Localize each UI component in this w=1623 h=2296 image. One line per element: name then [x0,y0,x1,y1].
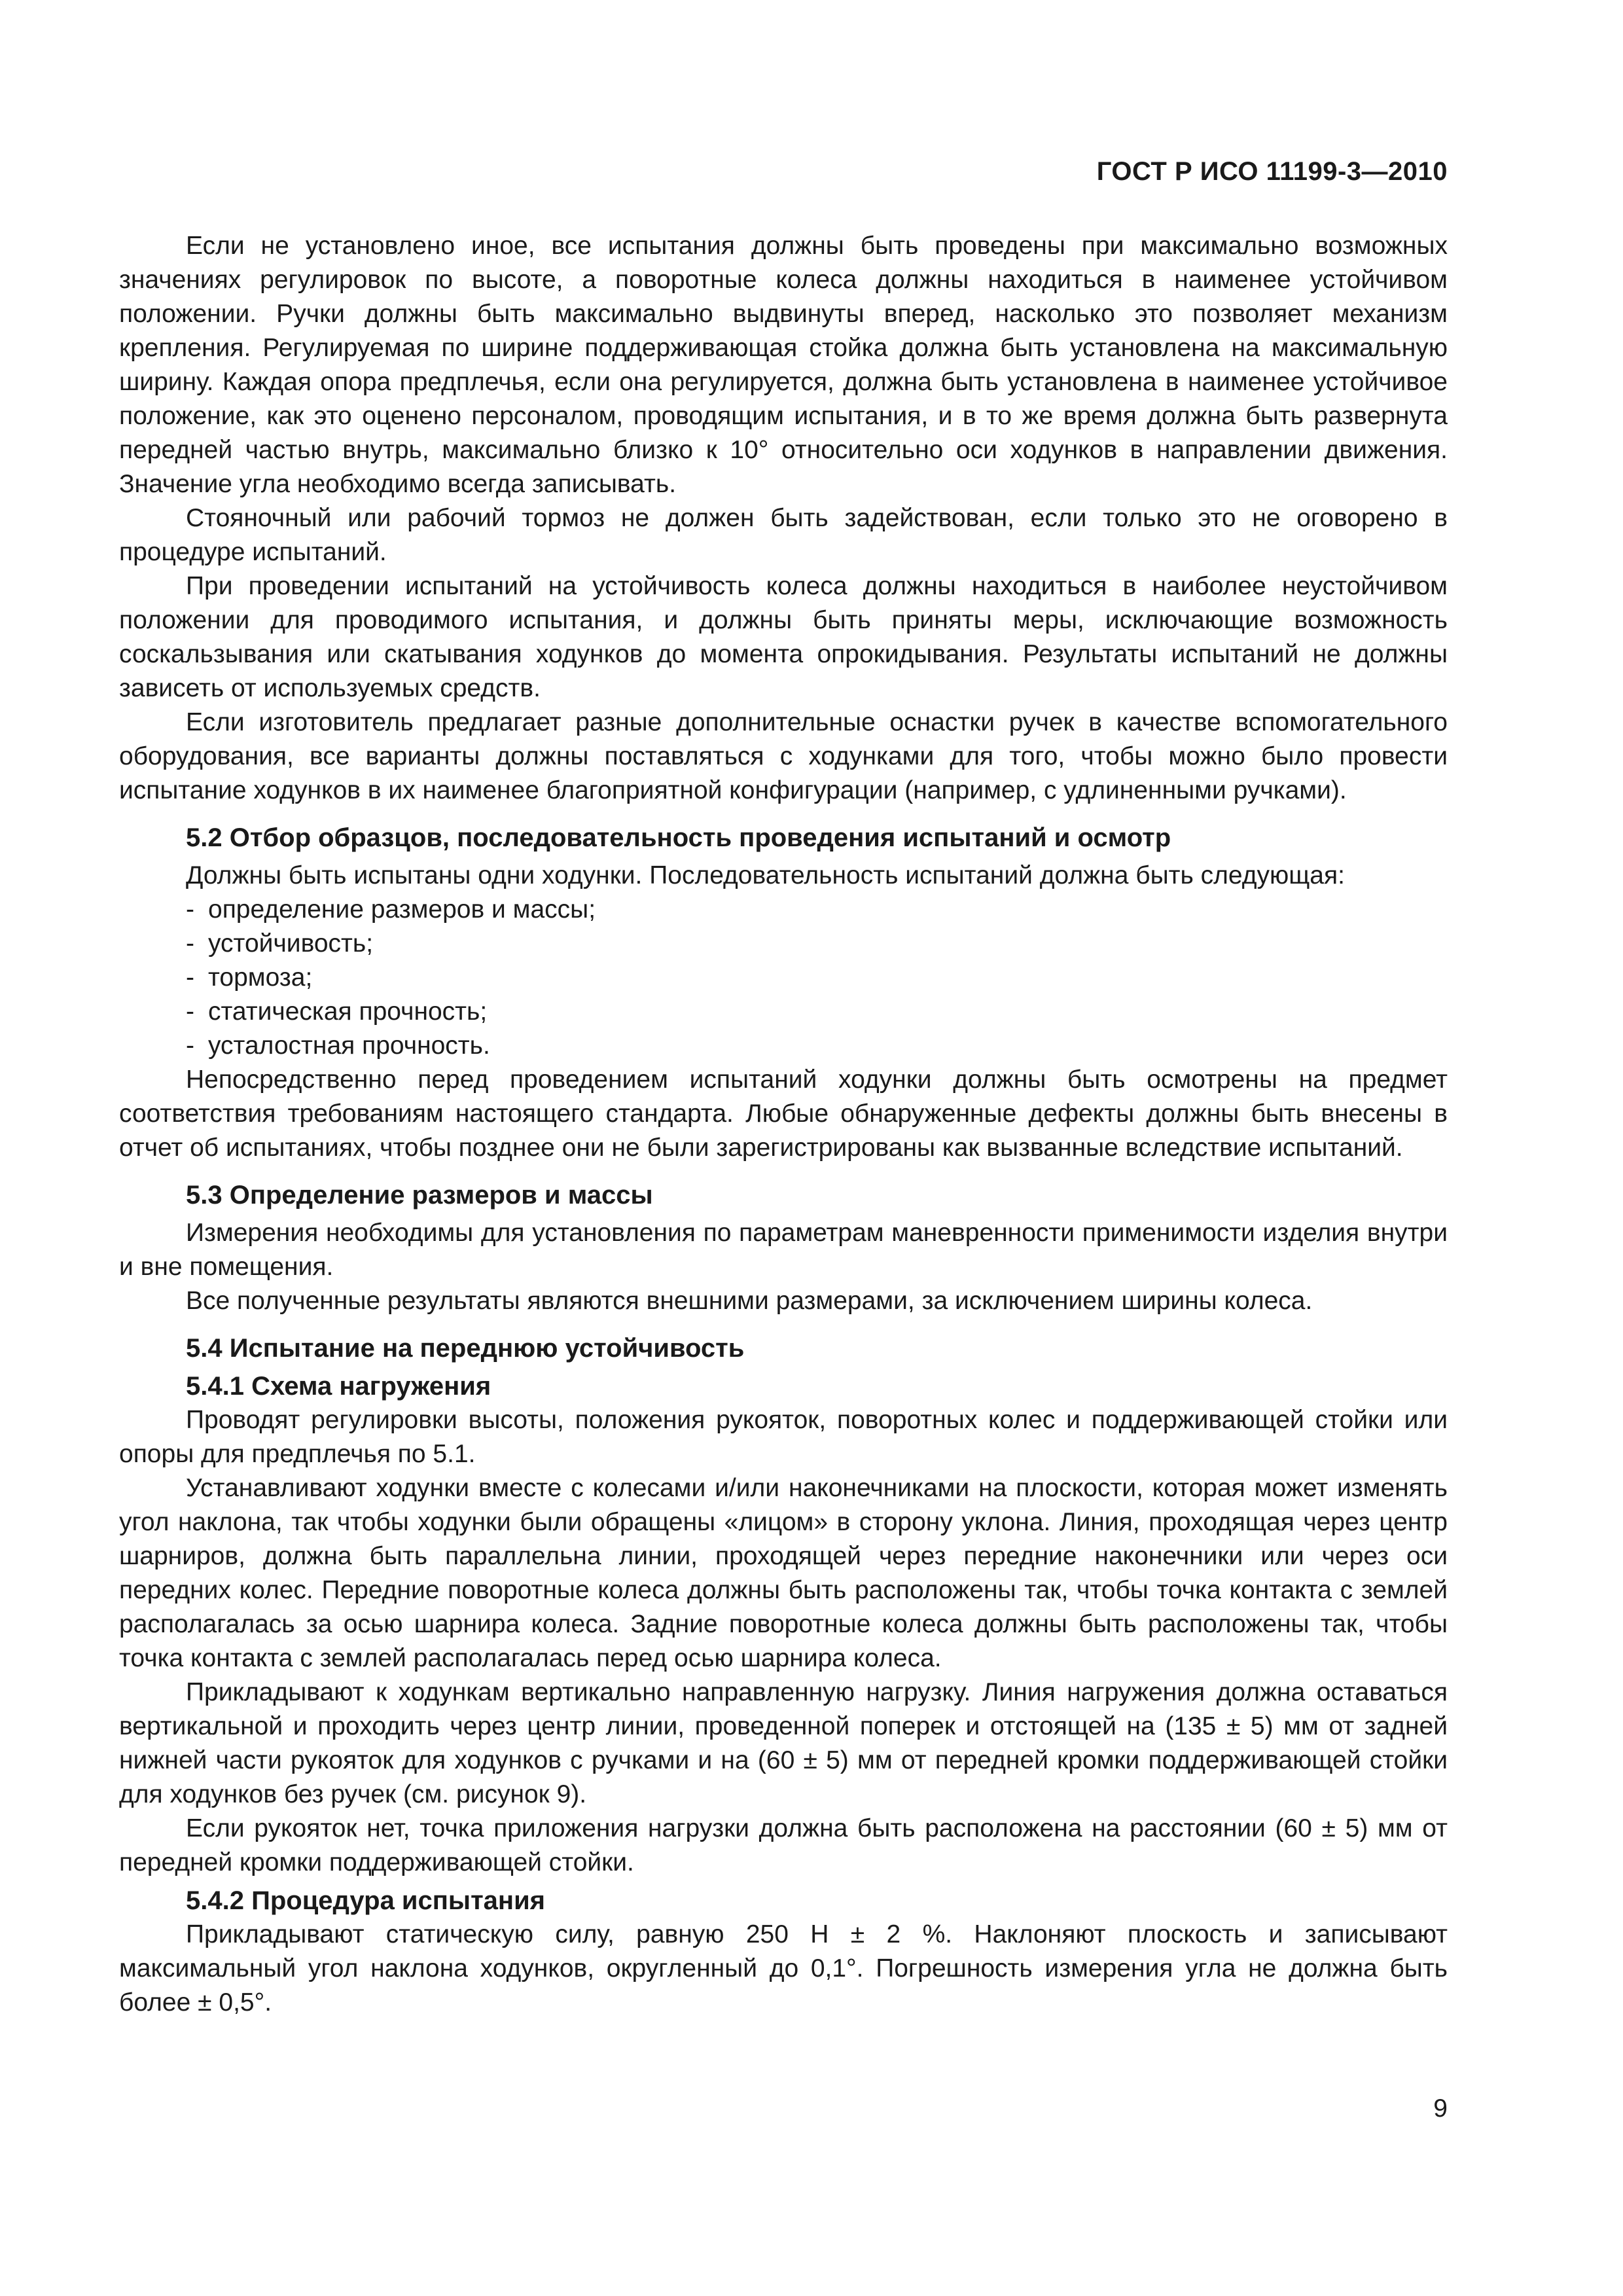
subsection-5-4-1-paragraph: Устанавливают ходунки вместе с колесами и/или наконечниками на плоскости, которая может изменять угол наклона, так чтобы ходунки были обращены «лицом» в сторону уклона. Линия, проходящая через центр шарниров, должна быть параллельна линии, проходящей через передние наконечники или через оси передних колес. Передние поворотные колеса должны быть расположены так, чтобы точка контакта с землей располагалась за осью шарнира колеса. Задние поворотные колеса должны быть расположены так, чтобы точка контакта с землей располагалась перед осью шарнира колеса. [119,1474,1448,1672]
section-5-2-lead: Должны быть испытаны одни ходунки. Последовательность испытаний должна быть следующая: [186,861,1345,889]
list-item: - определение размеров и массы; [119,893,1448,927]
list-item: - устойчивость; [119,927,1448,961]
intro-paragraph: Если не установлено иное, все испытания должны быть проведены при максимально возможных значениях регулировок по высоте, а поворотные колеса должны находиться в наименее устойчивом положении. Ручки должны быть максимально выдвинуты вперед, насколько это позволяет механизм крепления. Регулируемая по ширине поддерживающая стойка должна быть установлена на максимальную ширину. Каждая опора предплечья, если она регулируется, должна быть установлена в наименее устойчивое положение, как это оценено персоналом, проводящим испытания, и в то же время должна быть развернута передней частью внутрь, максимально близко к 10° относительно оси ходунков в направлении движения. Значение угла необходимо всегда записывать. [119,232,1448,498]
section-heading-5-3: 5.3 Определение размеров и массы [186,1181,653,1210]
list-item: - статическая прочность; [119,995,1448,1029]
section-5-2-closing: Непосредственно перед проведением испытаний ходунки должны быть осмотрены на предмет соответствия требованиям настоящего стандарта. Любые обнаруженные дефекты должны быть внесены в отчет об испытаниях, чтобы позднее они не были зарегистрированы как вызванные вследствие испытаний. [119,1066,1448,1162]
subsection-5-4-1-paragraph: Проводят регулировки высоты, положения рукояток, поворотных колес и поддерживающей стойки или опоры для предплечья по 5.1. [119,1406,1448,1468]
list-item: - тормоза; [119,961,1448,995]
subsection-heading-5-4-2: 5.4.2 Процедура испытания [186,1886,546,1915]
intro-paragraph: При проведении испытаний на устойчивость колеса должны находиться в наиболее неустойчивом положении для проводимого испытания, и должны быть приняты меры, исключающие возможность соскальзывания или скатывания ходунков до момента опрокидывания. Результаты испытаний не должны зависеть от используемых средств. [119,572,1448,702]
section-5-3-paragraph: Измерения необходимы для установления по параметрам маневренности применимости изделия внутри и вне помещения. [119,1219,1448,1281]
intro-paragraph: Если изготовитель предлагает разные дополнительные оснастки ручек в качестве вспомогательного оборудования, все варианты должны поставляться с ходунками для того, чтобы можно было провести испытание ходунков в их наименее благоприятной конфигурации (например, с удлиненными ручками). [119,708,1448,804]
list-item: - усталостная прочность. [119,1029,1448,1063]
subsection-heading-5-4-1: 5.4.1 Схема нагружения [186,1372,491,1401]
document-body [119,229,1448,2020]
section-heading-5-2: 5.2 Отбор образцов, последовательность проведения испытаний и осмотр [186,823,1171,852]
test-sequence-list [119,893,1448,1063]
page-number: 9 [1433,2094,1448,2123]
section-heading-5-4: 5.4 Испытание на переднюю устойчивость [186,1334,745,1363]
section-5-3-paragraph: Все полученные результаты являются внешними размерами, за исключением ширины колеса. [186,1287,1313,1315]
intro-paragraph: Стояночный или рабочий тормоз не должен быть задействован, если только это не оговорено в процедуре испытаний. [119,504,1448,566]
subsection-5-4-2-paragraph: Прикладывают статическую силу, равную 250 Н ± 2 %. Наклоняют плоскость и записывают максимальный угол наклона ходунков, округленный до 0,1°. Погрешность измерения угла не должна быть более ± 0,5°. [119,1920,1448,2017]
subsection-5-4-1-paragraph: Прикладывают к ходункам вертикально направленную нагрузку. Линия нагружения должна оставаться вертикальной и проходить через центр линии, проведенной поперек и отстоящей на (135 ± 5) мм от задней нижней части рукояток для ходунков с ручками и на (60 ± 5) мм от передней кромки поддерживающей стойки для ходунков без ручек (см. рисунок 9). [119,1678,1448,1808]
subsection-5-4-1-paragraph: Если рукояток нет, точка приложения нагрузки должна быть расположена на расстоянии (60 ± 5) мм от передней кромки поддерживающей стойки. [119,1814,1448,1876]
standard-header: ГОСТ Р ИСО 11199-3—2010 [1096,157,1448,186]
